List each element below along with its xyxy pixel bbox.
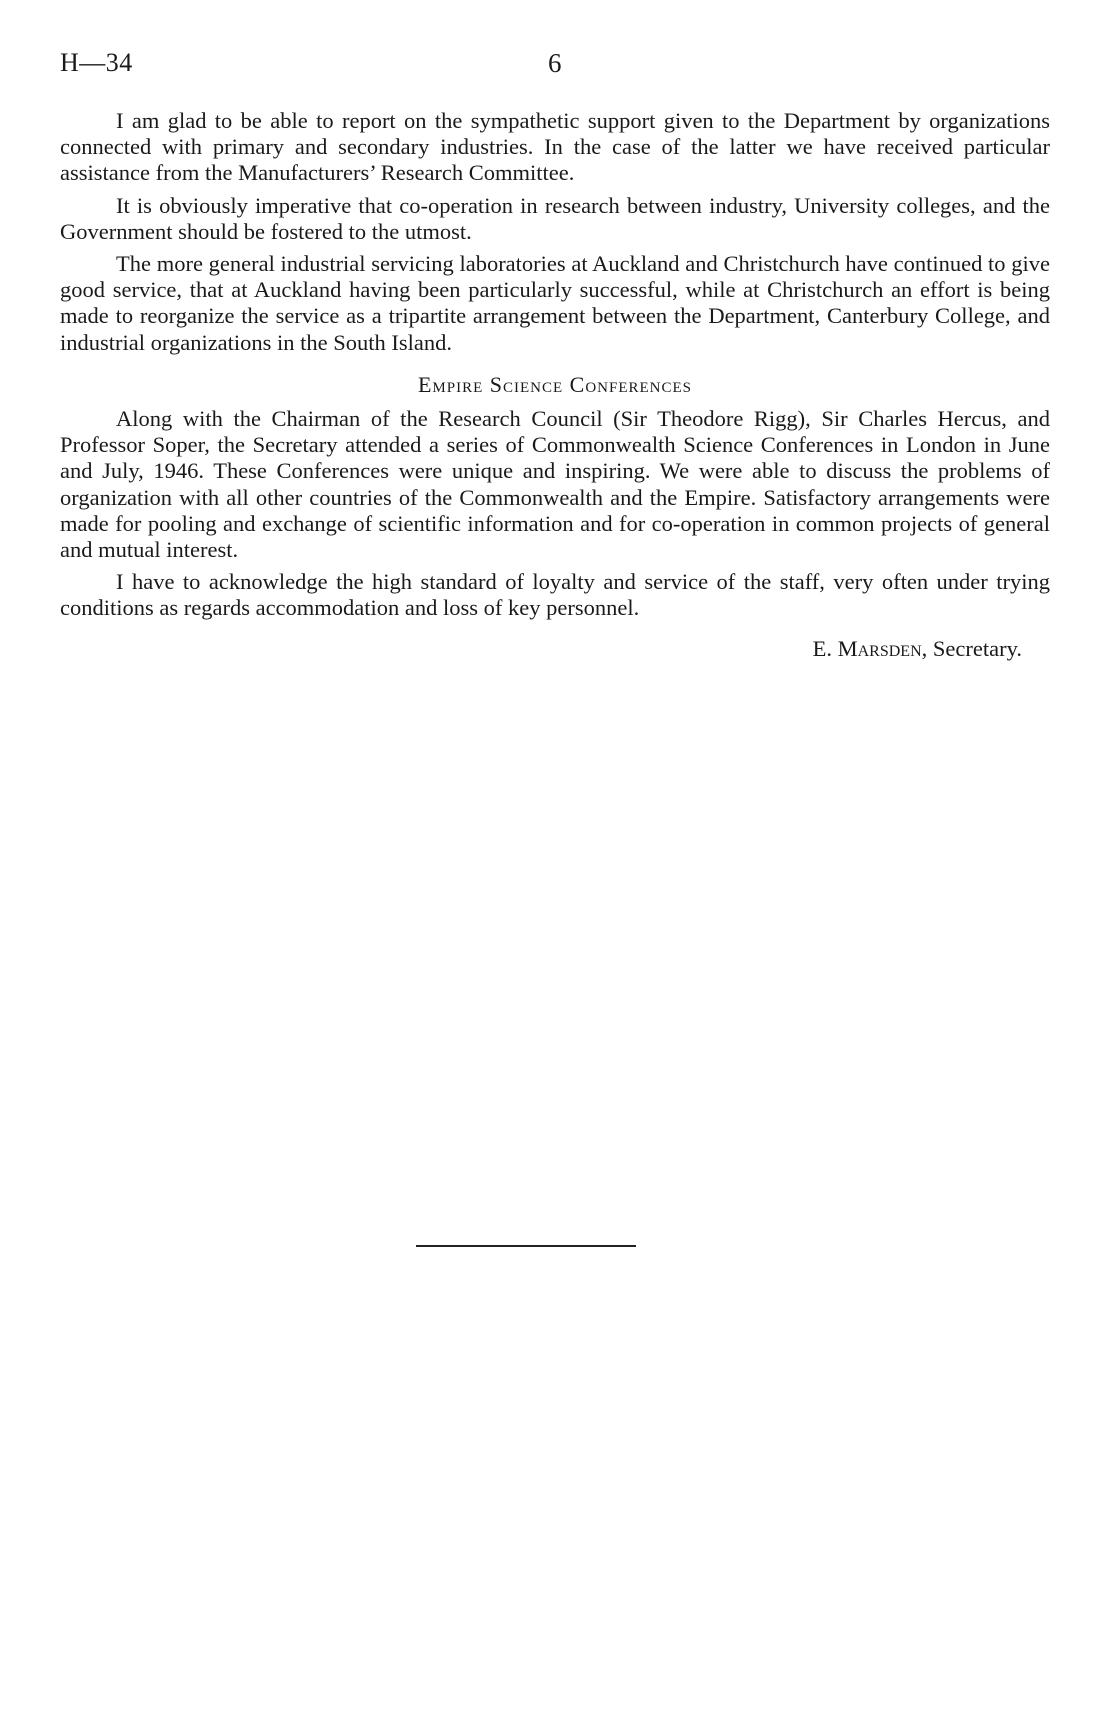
section-heading: Empire Science Conferences [417,371,693,397]
paragraph-support: I am glad to be able to report on the sympathetic support given to the Department by organizations connected with primary and secondary industries. In the case of the latter we have received particular assistance from the Manufacturers’ Research Committee. [60,108,1050,186]
signature-name: E. Marsden [812,635,922,661]
document-reference: H—34 [60,48,133,77]
paragraph-cooperation: It is obviously imperative that co-operation in research between industry, University colleges, and the Government should be fostered to the utmost. [60,192,1050,244]
signature-title: , Secretary. [921,635,1022,661]
paragraph-laboratories: The more general industrial servicing laboratories at Auckland and Christchurch have continued to give good service, that at Auckland having been particularly successful, while at Christchurch an effort is being made to reorganize the service as a tripartite arrangement between the Department, Canterbury College, and industrial organizations in the South Island. [60,251,1050,355]
paragraph-acknowledgement: I have to acknowledge the high standard of loyalty and service of the staff, very often under trying conditions as regards accommodation and loss of key personnel. [60,569,1050,621]
body-text [60,108,1050,662]
signature [60,636,1022,662]
page-header [60,48,1050,88]
paragraph-conferences: Along with the Chairman of the Research Council (Sir Theodore Rigg), Sir Charles Hercus, and Professor Soper, the Secretary attended a series of Commonwealth Science Conferences in London in June and July, 1946. These Conferences were unique and inspiring. We were able to discuss the problems of organization with all other countries of the Commonwealth and the Empire. Satisfactory arrangements were made for pooling and exchange of scientific information and for co-operation in common projects of general and mutual interest. [60,406,1050,563]
page-number: 6 [548,48,562,78]
end-rule [416,1245,636,1247]
